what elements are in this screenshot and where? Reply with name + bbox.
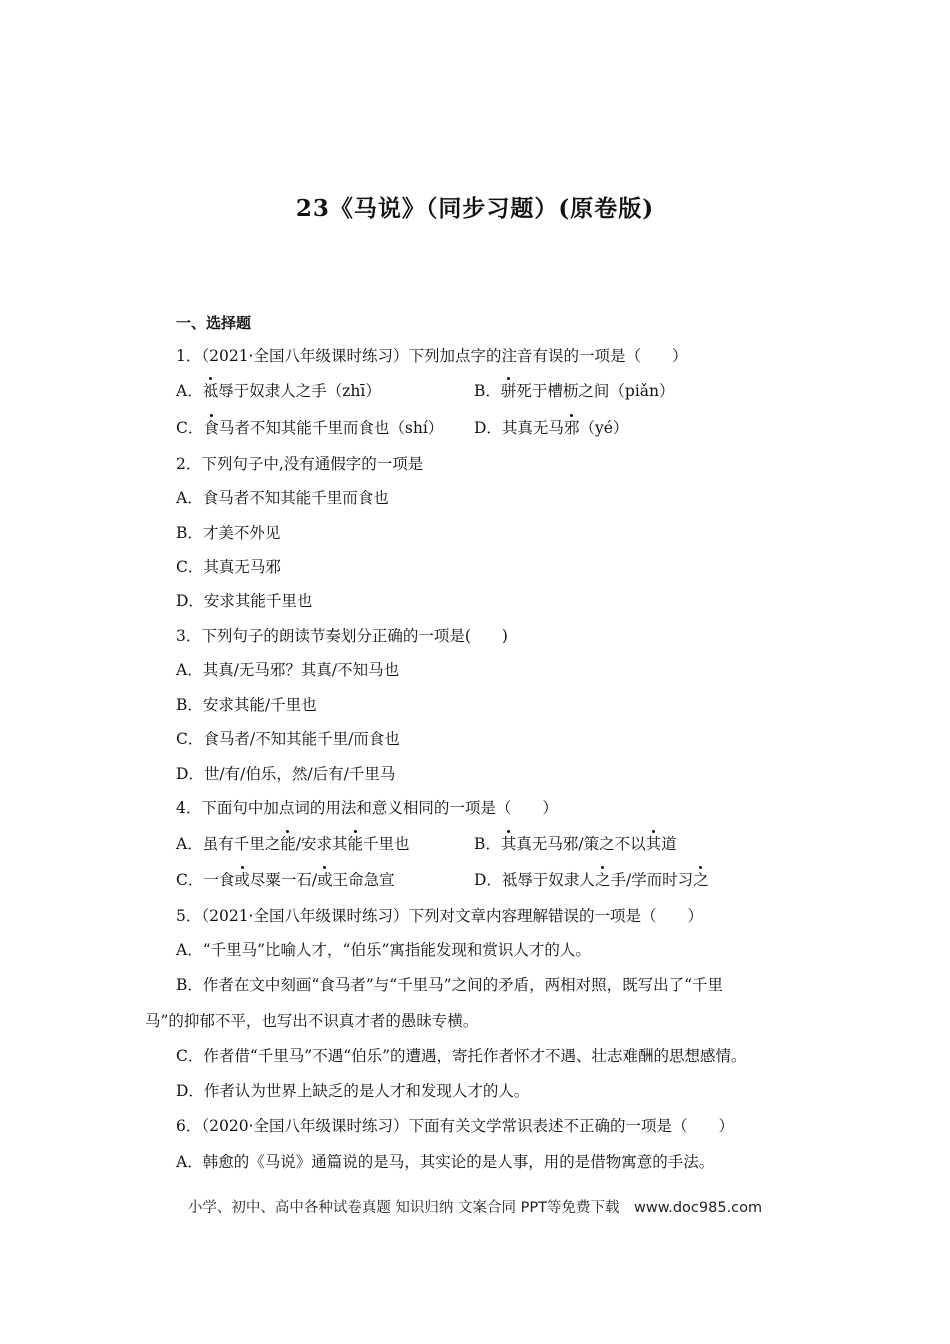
option-text: 马者不知其能千里而食也（shí） xyxy=(218,419,444,437)
dotted-char: 其 xyxy=(500,835,517,853)
option-label: A． xyxy=(176,382,203,400)
option-text: D．祗辱于奴隶人 xyxy=(474,871,595,889)
question-2-stem: 2．下列句子中,没有通假字的一项是 xyxy=(176,455,424,473)
dotted-char: 或 xyxy=(317,871,333,889)
option-text: 真无马邪/策之不以 xyxy=(516,835,646,853)
question-2-option-d: D．安求其能千里也 xyxy=(176,592,313,610)
option-text: 手/学而时习 xyxy=(610,871,694,889)
question-4-option-a xyxy=(176,833,409,855)
page-title: 23《马说》（同步习题）(原卷版) xyxy=(295,195,655,222)
question-1-option-b xyxy=(474,380,675,402)
question-5-option-d: D．作者认为世界上缺乏的是人才和发现人才的人。 xyxy=(176,1082,530,1100)
option-text: D．其真无马 xyxy=(474,419,564,437)
option-text: /安求其 xyxy=(295,835,348,853)
section-heading: 一、选择题 xyxy=(176,314,252,332)
dotted-char: 或 xyxy=(234,871,250,889)
page-footer: 小学、初中、高中各种试卷真题 知识归纳 文案合同 PPT等免费下载 www.doc985.com xyxy=(187,1200,763,1216)
question-2-option-c: C．其真无马邪 xyxy=(176,558,281,576)
question-5-option-c: C．作者借“千里马”不遇“伯乐”的遭遇，寄托作者怀才不遇、壮志难酬的思想感情。 xyxy=(176,1047,747,1065)
question-1-stem: 1．（2021·全国八年级课时练习）下列加点字的注音有误的一项是（ ） xyxy=(176,347,688,365)
question-1-option-a xyxy=(176,380,381,402)
dotted-char: 骈 xyxy=(500,382,517,400)
dotted-char: 其 xyxy=(645,835,662,853)
option-label: B． xyxy=(474,382,501,400)
question-5-stem: 5．（2021·全国八年级课时练习）下列对文章内容理解错误的一项是（ ） xyxy=(176,907,703,925)
question-3-stem: 3．下列句子的朗读节奏划分正确的一项是( ) xyxy=(176,627,508,645)
question-6-option-a: A．韩愈的《马说》通篇说的是马，其实论的是人事，用的是借物寓意的手法。 xyxy=(176,1153,715,1171)
question-2-option-b: B．才美不外见 xyxy=(176,524,281,542)
question-4-option-c xyxy=(176,869,395,891)
question-4-option-d xyxy=(474,869,709,891)
option-text: 道 xyxy=(661,835,677,853)
dotted-char: 能 xyxy=(347,835,363,853)
dotted-char: 之 xyxy=(594,871,611,889)
option-label: C． xyxy=(176,419,204,437)
option-text: 王命急宣 xyxy=(332,871,395,889)
option-text: A．虽有千里之 xyxy=(176,835,281,853)
question-3-option-d: D．世/有/伯乐，然/后有/千里马 xyxy=(176,765,396,783)
question-5-option-a: A．“千里马”比喻人才，“伯乐”寓指能发现和赏识人才的人。 xyxy=(176,941,591,959)
question-1-option-d xyxy=(474,417,628,439)
dotted-char: 能 xyxy=(280,835,296,853)
question-5-option-b-line1: B．作者在文中刻画“食马者”与“千里马”之间的矛盾，两相对照，既写出了“千里 xyxy=(176,976,724,994)
option-text: 死于槽枥之间（piǎn） xyxy=(516,382,675,400)
question-2-option-a: A．食马者不知其能千里而食也 xyxy=(176,489,389,507)
question-4-stem: 4．下面句中加点词的用法和意义相同的一项是（ ） xyxy=(176,799,558,817)
question-5-option-b-line2: 马”的抑郁不平，也写出不识真才者的愚昧专横。 xyxy=(145,1012,479,1030)
question-1-option-c xyxy=(176,417,443,439)
option-text: B． xyxy=(474,835,501,853)
question-6-stem: 6．（2020·全国八年级课时练习）下面有关文学常识表述不正确的一项是（ ） xyxy=(176,1117,734,1135)
option-text: 千里也 xyxy=(362,835,410,853)
question-3-option-b: B．安求其能/千里也 xyxy=(176,696,317,714)
question-3-option-a: A．其真/无马邪？其真/不知马也 xyxy=(176,661,400,679)
option-text: （yé） xyxy=(579,419,629,437)
question-4-option-b xyxy=(474,833,677,855)
dotted-char: 祗 xyxy=(202,382,219,400)
option-text: 尽粟一石/ xyxy=(249,871,318,889)
question-3-option-c: C．食马者/不知其能千里/而食也 xyxy=(176,730,400,748)
dotted-char: 邪 xyxy=(563,419,580,437)
dotted-char: 之 xyxy=(693,871,709,889)
option-text: C．一食 xyxy=(176,871,235,889)
option-text: 辱于奴隶人之手（zhī） xyxy=(218,382,381,400)
dotted-char: 食 xyxy=(203,419,219,437)
